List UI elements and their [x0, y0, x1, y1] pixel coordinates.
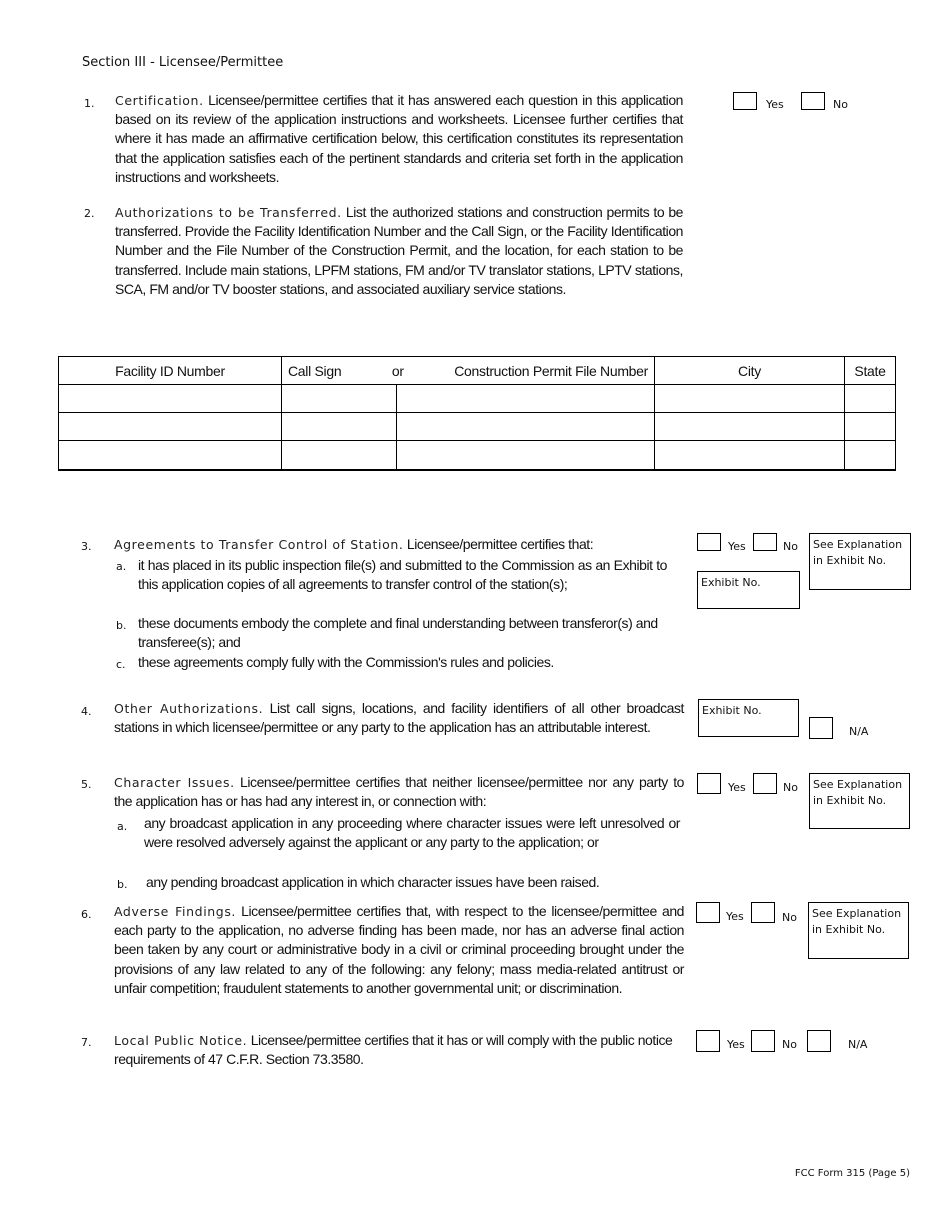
stations-table — [58, 356, 896, 471]
q1-text — [115, 91, 683, 187]
q4-na-checkbox[interactable] — [809, 717, 833, 739]
q4-heading: Other Authorizations. — [114, 701, 264, 716]
q7-na-label: N/A — [848, 1038, 868, 1051]
q3a-text: it has placed in its public inspection file(s) and submitted to the Commission as an Exhibit to this application copies of all agreements to transfer control of the station(s); — [138, 557, 667, 592]
q6-yes-checkbox[interactable] — [696, 902, 720, 923]
q5-body: Licensee/permittee certifies that neither licensee/permittee nor any party to the application has or has had any interest in, or connection with: — [114, 774, 684, 810]
page-footer: FCC Form 315 (Page 5) — [794, 1168, 910, 1179]
q5-no-label: No — [783, 781, 798, 794]
q4-na-label: N/A — [849, 725, 869, 738]
call-sign-cell[interactable] — [282, 441, 397, 471]
q4-exhibit-number-box[interactable]: Exhibit No. — [698, 699, 799, 737]
q3-heading: Agreements to Transfer Control of Station. — [114, 537, 404, 552]
facility-id-cell[interactable] — [59, 441, 282, 471]
q5b-label: b. — [117, 878, 128, 891]
q6-text — [114, 902, 684, 998]
q3c-label: c. — [116, 658, 126, 671]
q2-body: List the authorized stations and construction permits to be transferred. Provide the Facility Identification Number and the Call Sign, or the Facility Identification Number and the File Number of the Construction Permit, and the location, for each station to be transferred. Include main stations, LPFM stations, FM and/or TV translator stations, LPTV stations, SCA, FM and/or TV booster stations, and associated auxiliary service stations. — [115, 204, 683, 297]
q7-na-checkbox[interactable] — [807, 1030, 831, 1052]
q5a-label: a. — [117, 820, 128, 833]
q3-yes-label: Yes — [728, 540, 746, 553]
q6-yes-label: Yes — [726, 910, 744, 923]
city-cell[interactable] — [655, 441, 845, 471]
table-row — [59, 441, 896, 471]
q2-text — [115, 203, 683, 299]
q2-number: 2. — [84, 207, 95, 220]
q6-no-checkbox[interactable] — [751, 902, 775, 923]
q3-body: Licensee/permittee certifies that: — [406, 536, 594, 552]
q5b-text: any pending broadcast application in which character issues have been raised. — [146, 874, 600, 890]
q3b-text: these documents embody the complete and final understanding between transferor(s) and transferee(s); and — [138, 615, 658, 650]
q4-number: 4. — [81, 705, 92, 718]
q7-body: Licensee/permittee certifies that it has or will comply with the public notice requirements of 47 C.F.R. Section 73.3580. — [114, 1032, 673, 1068]
call-sign-cell[interactable] — [282, 413, 397, 441]
facility-id-cell[interactable] — [59, 385, 282, 413]
q1-no-checkbox[interactable] — [801, 92, 825, 110]
q5-text — [114, 773, 684, 811]
q5a-text: any broadcast application in any proceeding where character issues were left unresolved or were resolved adversely against the applicant or any party to the application; or — [144, 815, 680, 850]
q1-heading: Certification. — [115, 93, 204, 108]
q7-yes-checkbox[interactable] — [696, 1030, 720, 1052]
q3-exhibit-number-box[interactable]: Exhibit No. — [697, 571, 800, 609]
q4-body: List call signs, locations, and facility identifiers of all other broadcast stations in which licensee/permittee or any party to the application has an attributable interest. — [114, 700, 684, 736]
col-facility-id: Facility ID Number — [59, 357, 282, 385]
q7-text — [114, 1031, 684, 1069]
q3c-text: these agreements comply fully with the Commission's rules and policies. — [138, 654, 554, 670]
q3-yes-checkbox[interactable] — [697, 533, 721, 551]
q5-number: 5. — [81, 778, 92, 791]
col-state: State — [845, 357, 896, 385]
q3-no-checkbox[interactable] — [753, 533, 777, 551]
col-city: City — [655, 357, 845, 385]
q6-heading: Adverse Findings. — [114, 904, 237, 919]
q6-body: Licensee/permittee certifies that, with respect to the licensee/permittee and each party to the application, no adverse finding has been made, nor has an adverse final action been taken by any court or administrative body in a civil or criminal proceeding brought under the provisions of any law related to any of the following: any felony; mass media-related antitrust or unfair competition; fraudulent statements to another governmental unit; or discrimination. — [114, 903, 684, 996]
col-cp-file-number: Construction Permit File Number — [454, 362, 649, 379]
state-cell[interactable] — [845, 413, 896, 441]
q2-heading: Authorizations to be Transferred. — [115, 205, 342, 220]
call-sign-cell[interactable] — [282, 385, 397, 413]
q7-heading: Local Public Notice. — [114, 1033, 248, 1048]
q3-text — [114, 535, 684, 554]
col-or: or — [391, 362, 404, 379]
table-row — [59, 413, 896, 441]
q6-number: 6. — [81, 908, 92, 921]
table-row — [59, 385, 896, 413]
q3-no-label: No — [783, 540, 798, 553]
q1-number: 1. — [84, 97, 95, 110]
q3-number: 3. — [81, 540, 92, 553]
facility-id-cell[interactable] — [59, 413, 282, 441]
table-header-row — [59, 357, 896, 385]
q1-yes-checkbox[interactable] — [733, 92, 757, 110]
q7-number: 7. — [81, 1036, 92, 1049]
q5-yes-label: Yes — [728, 781, 746, 794]
q3b-label: b. — [116, 619, 127, 632]
q7-no-label: No — [782, 1038, 797, 1051]
state-cell[interactable] — [845, 385, 896, 413]
q5-no-checkbox[interactable] — [753, 773, 777, 794]
q5-see-explanation-box[interactable]: See Explanation in Exhibit No. — [809, 773, 910, 829]
q1-no-label: No — [833, 98, 848, 111]
q1-body: Licensee/permittee certifies that it has answered each question in this application based on its review of the application instructions and worksheets. Licensee further certifies that where it has made an affirmative certification below, this certification constitutes its representation that the application satisfies each of the pertinent standards and criteria set forth in the application instructions and worksheets. — [115, 92, 683, 185]
col-call-sign-or-cp — [282, 357, 655, 385]
city-cell[interactable] — [655, 413, 845, 441]
q5-heading: Character Issues. — [114, 775, 235, 790]
section-title: Section III - Licensee/Permittee — [82, 55, 284, 70]
q7-yes-label: Yes — [727, 1038, 745, 1051]
cp-file-cell[interactable] — [397, 413, 655, 441]
q1-yes-label: Yes — [766, 98, 784, 111]
state-cell[interactable] — [845, 441, 896, 471]
q6-see-explanation-box[interactable]: See Explanation in Exhibit No. — [808, 902, 909, 959]
q4-text — [114, 699, 684, 737]
cp-file-cell[interactable] — [397, 441, 655, 471]
q3-see-explanation-box[interactable]: See Explanation in Exhibit No. — [809, 533, 911, 590]
q7-no-checkbox[interactable] — [751, 1030, 775, 1052]
q3a-label: a. — [116, 560, 127, 573]
q6-no-label: No — [782, 911, 797, 924]
city-cell[interactable] — [655, 385, 845, 413]
q5-yes-checkbox[interactable] — [697, 773, 721, 794]
cp-file-cell[interactable] — [397, 385, 655, 413]
col-call-sign: Call Sign — [288, 362, 342, 379]
